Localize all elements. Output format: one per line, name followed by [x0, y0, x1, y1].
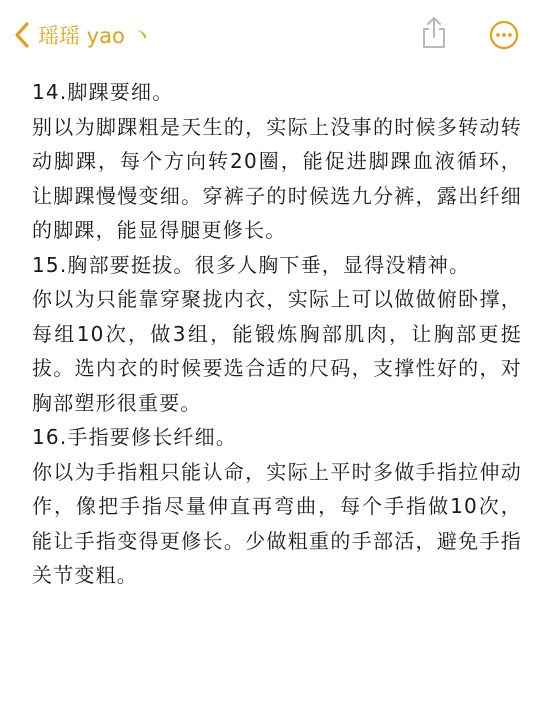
share-button[interactable] [419, 16, 449, 50]
navigation-bar [0, 0, 540, 70]
chevron-left-icon [14, 22, 30, 48]
heading-fingers: 16.手指要修长纤细。 [32, 425, 238, 449]
paragraph-fingers: 你以为手指粗只能认命，实际上平时多做手指拉伸动作，像把手指尽量伸直再弯曲，每个手指做10次，能让手指变得更修长。少做粗重的手部活，避免手指关节变粗。 [32, 459, 522, 587]
back-label: 瑶瑶 yao 丶 [38, 24, 153, 48]
share-icon [419, 35, 449, 54]
paragraph-ankle: 别以为脚踝粗是天生的，实际上没事的时候多转动转动脚踝，每个方向转20圈，能促进脚踝血液循环，让脚踝慢慢变细。穿裤子的时候选九分裤，露出纤细的脚踝，能显得腿更修长。 [32, 114, 522, 242]
more-circle-icon [489, 35, 519, 54]
heading-ankle: 14.脚踝要细。 [32, 80, 174, 104]
note-body [32, 75, 522, 593]
more-button[interactable] [489, 20, 519, 50]
heading-chest: 15.胸部要挺拔。很多人胸下垂，显得没精神。 [32, 252, 471, 277]
paragraph-chest: 你以为只能靠穿聚拢内衣，实际上可以做做俯卧撑，每组10次，做3组，能锻炼胸部肌肉，让胸部更挺拔。选内衣的时候要选合适的尺码，支撑性好的，对胸部塑形很重要。 [32, 287, 522, 415]
back-button[interactable] [14, 20, 153, 50]
